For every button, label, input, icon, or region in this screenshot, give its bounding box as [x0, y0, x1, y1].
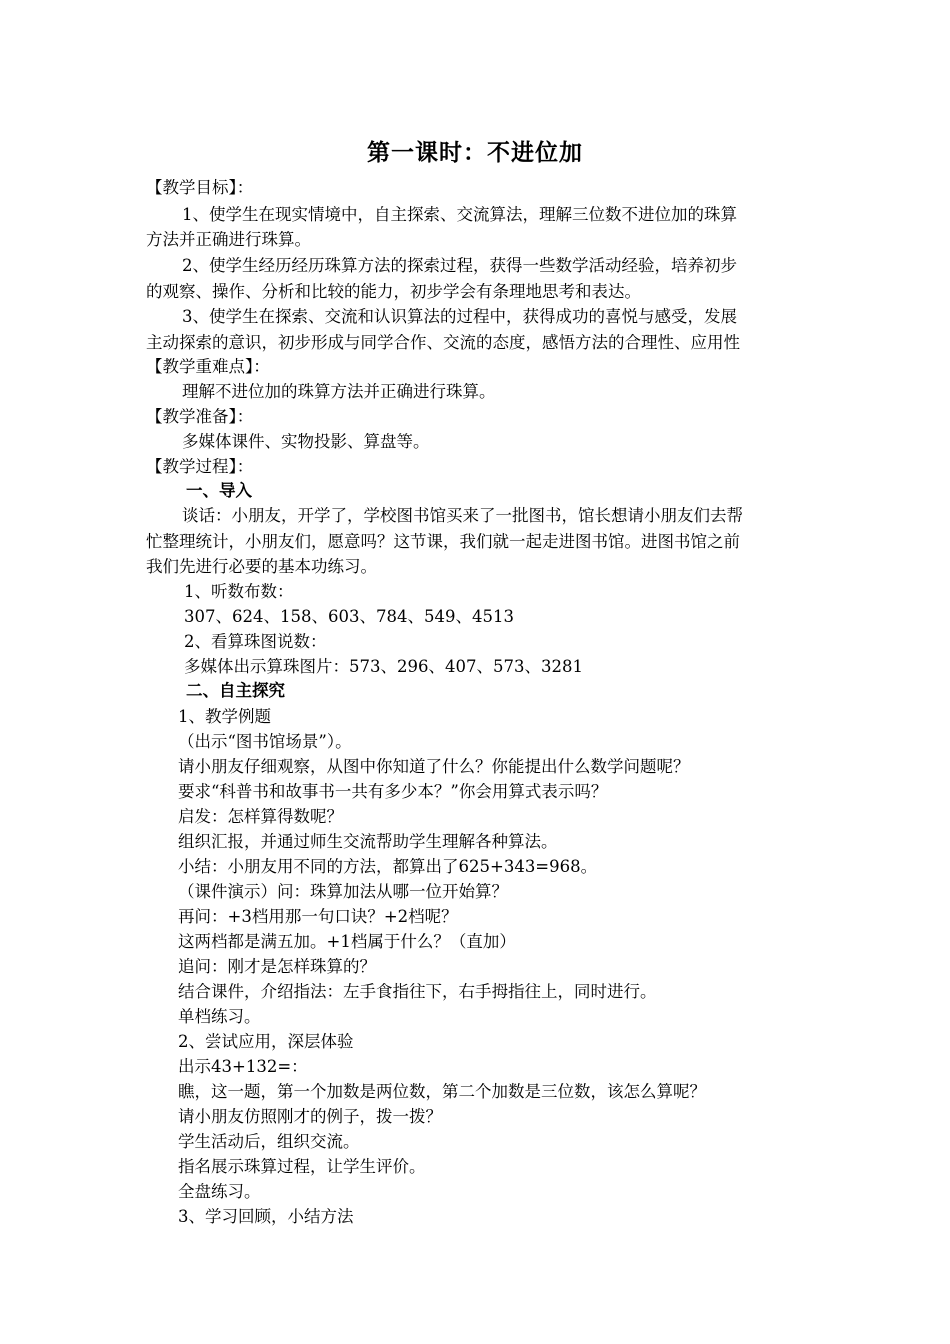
heading-process: 【教学过程】：: [146, 457, 254, 476]
step-line: 全盘练习。: [178, 1182, 261, 1201]
step-line: 3、学习回顾，小结方法: [178, 1207, 354, 1226]
step-line: 结合课件，介绍指法：左手食指往下，右手拇指往上，同时进行。: [178, 982, 657, 1001]
page-title: 第一课时：不进位加: [367, 139, 583, 166]
intro-line-3: 我们先进行必要的基本功练习。: [146, 557, 377, 576]
step-line: 再问：+3档用那一句口诀？+2档呢？: [178, 907, 458, 926]
step-line: （出示“图书馆场景”）。: [178, 732, 352, 751]
exercise-2-text: 多媒体出示算珠图片：573、296、407、573、3281: [184, 657, 583, 676]
intro-line-1: 谈话：小朋友，开学了，学校图书馆买来了一批图书，馆长想请小朋友们去帮: [182, 506, 743, 525]
step-line: （课件演示）问：珠算加法从哪一位开始算？: [178, 882, 508, 901]
section-2-heading: 二、自主探究: [186, 681, 285, 700]
step-line: 启发：怎样算得数呢？: [178, 807, 343, 826]
exercise-1-label: 1、听数布数：: [184, 582, 294, 601]
step-line: 指名展示珠算过程，让学生评价。: [178, 1157, 426, 1176]
goal-2-line-1: 2、使学生经历经历珠算方法的探索过程，获得一些数学活动经验，培养初步: [182, 256, 737, 275]
step-line: 瞧，这一题，第一个加数是两位数，第二个加数是三位数，该怎么算呢？: [178, 1082, 706, 1101]
exercise-1-numbers: 307、624、158、603、784、549、4513: [184, 607, 514, 626]
step-line: 出示43+132=：: [178, 1057, 308, 1076]
step-line: 请小朋友仿照刚才的例子，拨一拨？: [178, 1107, 442, 1126]
step-line: 追问：刚才是怎样珠算的？: [178, 957, 376, 976]
step-line: 组织汇报，并通过师生交流帮助学生理解各种算法。: [178, 832, 558, 851]
preparation-text: 多媒体课件、实物投影、算盘等。: [182, 432, 430, 451]
step-line: 单档练习。: [178, 1007, 261, 1026]
goal-3-line-2: 主动探索的意识，初步形成与同学合作、交流的态度，感悟方法的合理性、应用性: [146, 333, 740, 352]
exercise-2-label: 2、看算珠图说数：: [184, 632, 327, 651]
step-line: 学生活动后，组织交流。: [178, 1132, 360, 1151]
step-line: 小结：小朋友用不同的方法，都算出了625+343=968。: [178, 857, 598, 876]
key-points-text: 理解不进位加的珠算方法并正确进行珠算。: [182, 382, 496, 401]
heading-preparation: 【教学准备】：: [146, 407, 254, 426]
goal-1-line-2: 方法并正确进行珠算。: [146, 230, 311, 249]
heading-key-points: 【教学重难点】：: [146, 357, 270, 376]
step-line: 要求“科普书和故事书一共有多少本？”你会用算式表示吗？: [178, 782, 608, 801]
step-line: 这两档都是满五加。+1档属于什么？（直加）: [178, 932, 516, 951]
step-line: 2、尝试应用，深层体验: [178, 1032, 354, 1051]
heading-goals: 【教学目标】：: [146, 178, 254, 197]
goal-2-line-2: 的观察、操作、分析和比较的能力，初步学会有条理地思考和表达。: [146, 282, 641, 301]
goal-3-line-1: 3、使学生在探索、交流和认识算法的过程中，获得成功的喜悦与感受，发展: [182, 307, 737, 326]
intro-line-2: 忙整理统计，小朋友们，愿意吗？这节课，我们就一起走进图书馆。进图书馆之前: [146, 532, 740, 551]
step-line: 1、教学例题: [178, 707, 271, 726]
step-line: 请小朋友仔细观察，从图中你知道了什么？你能提出什么数学问题呢？: [178, 757, 690, 776]
goal-1-line-1: 1、使学生在现实情境中，自主探索、交流算法，理解三位数不进位加的珠算: [182, 205, 737, 224]
section-1-heading: 一、导入: [186, 481, 252, 500]
